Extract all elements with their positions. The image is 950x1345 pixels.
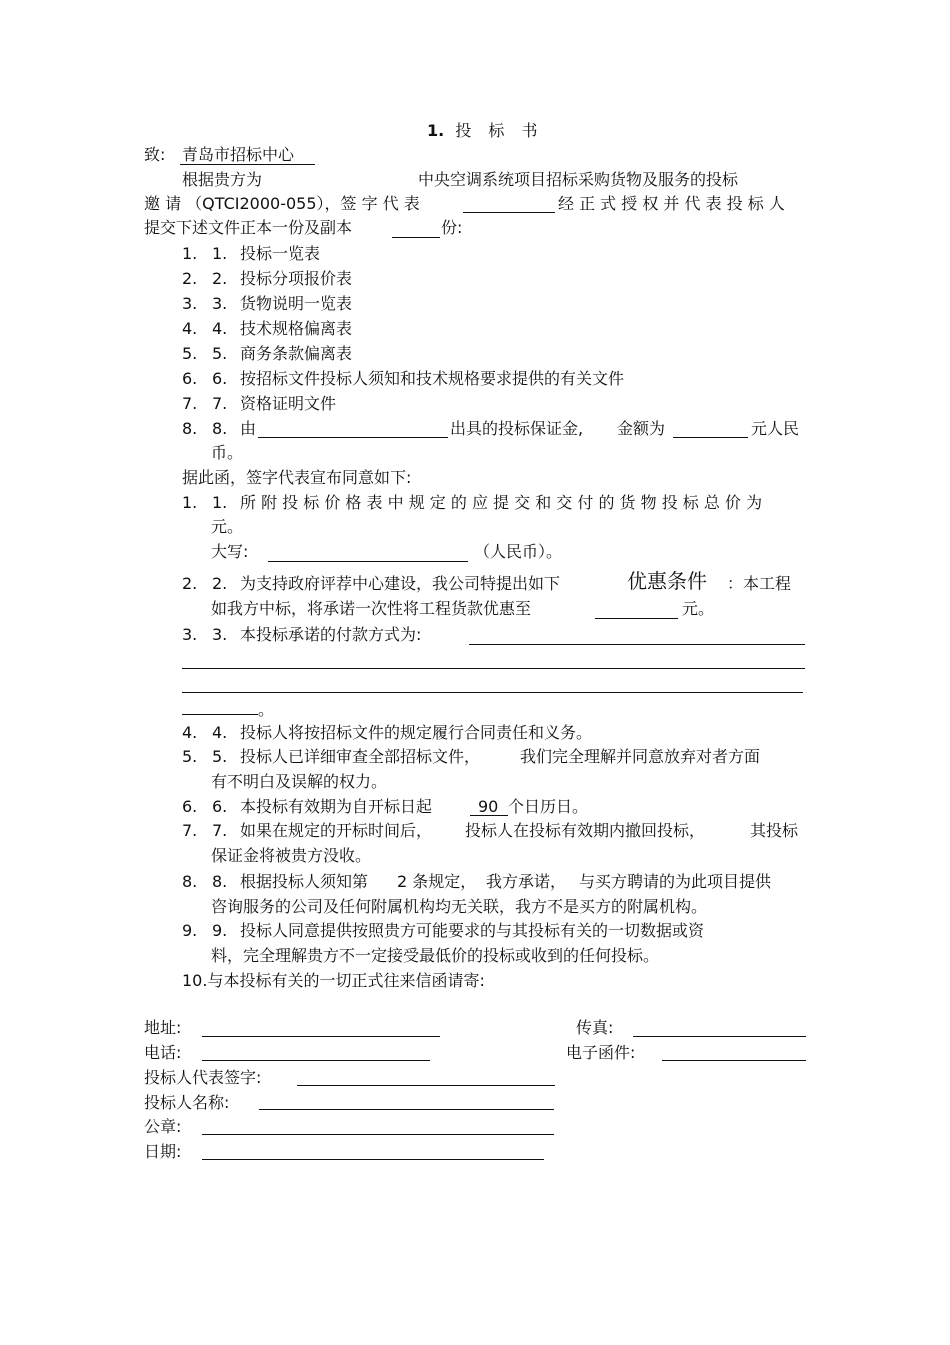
list-item: 5. 5. 商务条款偏离表 [182, 344, 353, 363]
copies-blank [392, 237, 440, 238]
email-label: 电子函件: [566, 1043, 636, 1062]
item8-b: 出具的投标保证金, [450, 419, 584, 438]
clause-8-e: 咨询服务的公司及任何附属机构均无关联，我方不是买方的附属机构。 [211, 897, 708, 916]
item8-d: 元人民 [751, 419, 800, 438]
clause-10: 10.与本投标有关的一切正式往来信函请寄: [182, 971, 485, 990]
clause-7-d: 保证金将被贵方没收。 [211, 846, 372, 865]
intro-line-c2: 经 正 式 授 权 并 代 表 投 标 人 [558, 194, 785, 213]
clause-1-rmb: （人民币）。 [474, 542, 563, 561]
clause-1: 1. 1. 所 附 投 标 价 格 表 中 规 定 的 应 提 交 和 交 付 的 货 物 投 标 总 价 为 [182, 493, 763, 512]
clause-2: 2. 2. 为支持政府评荐中心建设，我公司特提出如下 [182, 574, 561, 593]
bidder-name-field[interactable] [259, 1109, 554, 1110]
validity-underline [470, 815, 508, 816]
to-value: 青岛市招标中心 [182, 145, 295, 164]
item8-c: 金额为 [617, 419, 666, 438]
date-label: 日期: [144, 1142, 182, 1161]
clause-8-b: 2 条规定， [397, 872, 477, 891]
to-label: 致: [144, 145, 166, 164]
seal-label: 公章: [144, 1117, 182, 1136]
rep-sign-label: 投标人代表签字: [144, 1068, 262, 1087]
clause-5: 5. 5. 投标人已详细审查全部招标文件， [182, 747, 481, 766]
clause-8: 8. 8. 根据投标人须知第 [182, 872, 369, 891]
list-item: 4. 4. 技术规格偏离表 [182, 319, 353, 338]
clause-6-b: 个日历日。 [508, 797, 589, 816]
clause-8-c: 我方承诺， [486, 872, 567, 891]
payment-blank-2 [182, 668, 805, 669]
clause-8-d: 与买方聘请的为此项目提供 [579, 872, 772, 891]
intro-line-c1: 邀 请 （QTCI2000-055），签 字 代 表 [144, 194, 420, 213]
payment-blank-3 [182, 692, 803, 693]
payment-blank-1 [469, 644, 805, 645]
clause-3-end: 。 [258, 700, 275, 719]
signer-blank [463, 212, 555, 213]
list-item: 2. 2. 投标分项报价表 [182, 269, 353, 288]
declaration: 据此函，签字代表宣布同意如下: [182, 468, 412, 487]
phone-field[interactable] [202, 1060, 430, 1061]
intro-line-d1: 提交下述文件正本一份及副本 [144, 218, 353, 237]
intro-line-d2: 份: [441, 218, 463, 237]
intro-line-a: 根据贵方为 [182, 170, 263, 189]
discount-blank [595, 618, 678, 619]
item8-e: 币。 [211, 443, 244, 462]
clause-1-daxie: 大写: [211, 542, 249, 561]
clause-7-c: 其投标 [750, 821, 799, 840]
clause-7-b: 投标人在投标有效期内撤回投标， [465, 821, 706, 840]
seal-field[interactable] [202, 1134, 554, 1135]
issuer-blank [258, 437, 448, 438]
clause-7: 7. 7. 如果在规定的开标时间后， [182, 821, 433, 840]
phone-label: 电话: [144, 1043, 182, 1062]
clause-2-highlight: 优惠条件 [627, 569, 707, 593]
clause-2-c: ：本工程 [727, 574, 792, 593]
validity-days: 90 [478, 797, 499, 816]
list-item-8: 8. 8. 由 [182, 419, 257, 438]
address-field[interactable] [202, 1036, 440, 1037]
clause-9-b: 料，完全理解贵方不一定接受最低价的投标或收到的任何投标。 [211, 946, 660, 965]
fax-field[interactable] [633, 1036, 806, 1037]
clause-2-e: 元。 [682, 599, 715, 618]
clause-2-d: 如我方中标，将承诺一次性将工程货款优惠至 [211, 599, 532, 618]
fax-label: 传真: [576, 1018, 614, 1037]
clause-5-c: 有不明白及误解的权力。 [211, 772, 388, 791]
page-title: 1. 投 标 书 [427, 121, 544, 140]
payment-blank-4 [182, 714, 258, 715]
daxie-blank [268, 561, 468, 562]
date-field[interactable] [202, 1159, 544, 1160]
list-item: 7. 7. 资格证明文件 [182, 394, 337, 413]
list-item: 1. 1. 投标一览表 [182, 244, 321, 263]
rep-sign-field[interactable] [297, 1085, 555, 1086]
clause-4: 4. 4. 投标人将按招标文件的规定履行合同责任和义务。 [182, 723, 593, 742]
bidder-name-label: 投标人名称: [144, 1093, 230, 1112]
clause-1-line2: 元。 [211, 517, 244, 536]
clause-9: 9. 9. 投标人同意提供按照贵方可能要求的与其投标有关的一切数据或资 [182, 921, 705, 940]
to-underline [180, 164, 315, 165]
intro-line-b: 中央空调系统项目招标采购货物及服务的投标 [418, 170, 739, 189]
email-field[interactable] [662, 1060, 806, 1061]
list-item: 3. 3. 货物说明一览表 [182, 294, 353, 313]
address-label: 地址: [144, 1018, 182, 1037]
clause-5-b: 我们完全理解并同意放弃对者方面 [520, 747, 761, 766]
clause-3: 3. 3. 本投标承诺的付款方式为: [182, 625, 422, 644]
clause-6: 6. 6. 本投标有效期为自开标日起 [182, 797, 433, 816]
list-item: 6. 6. 按招标文件投标人须知和技术规格要求提供的有关文件 [182, 369, 625, 388]
amount-blank [673, 437, 748, 438]
